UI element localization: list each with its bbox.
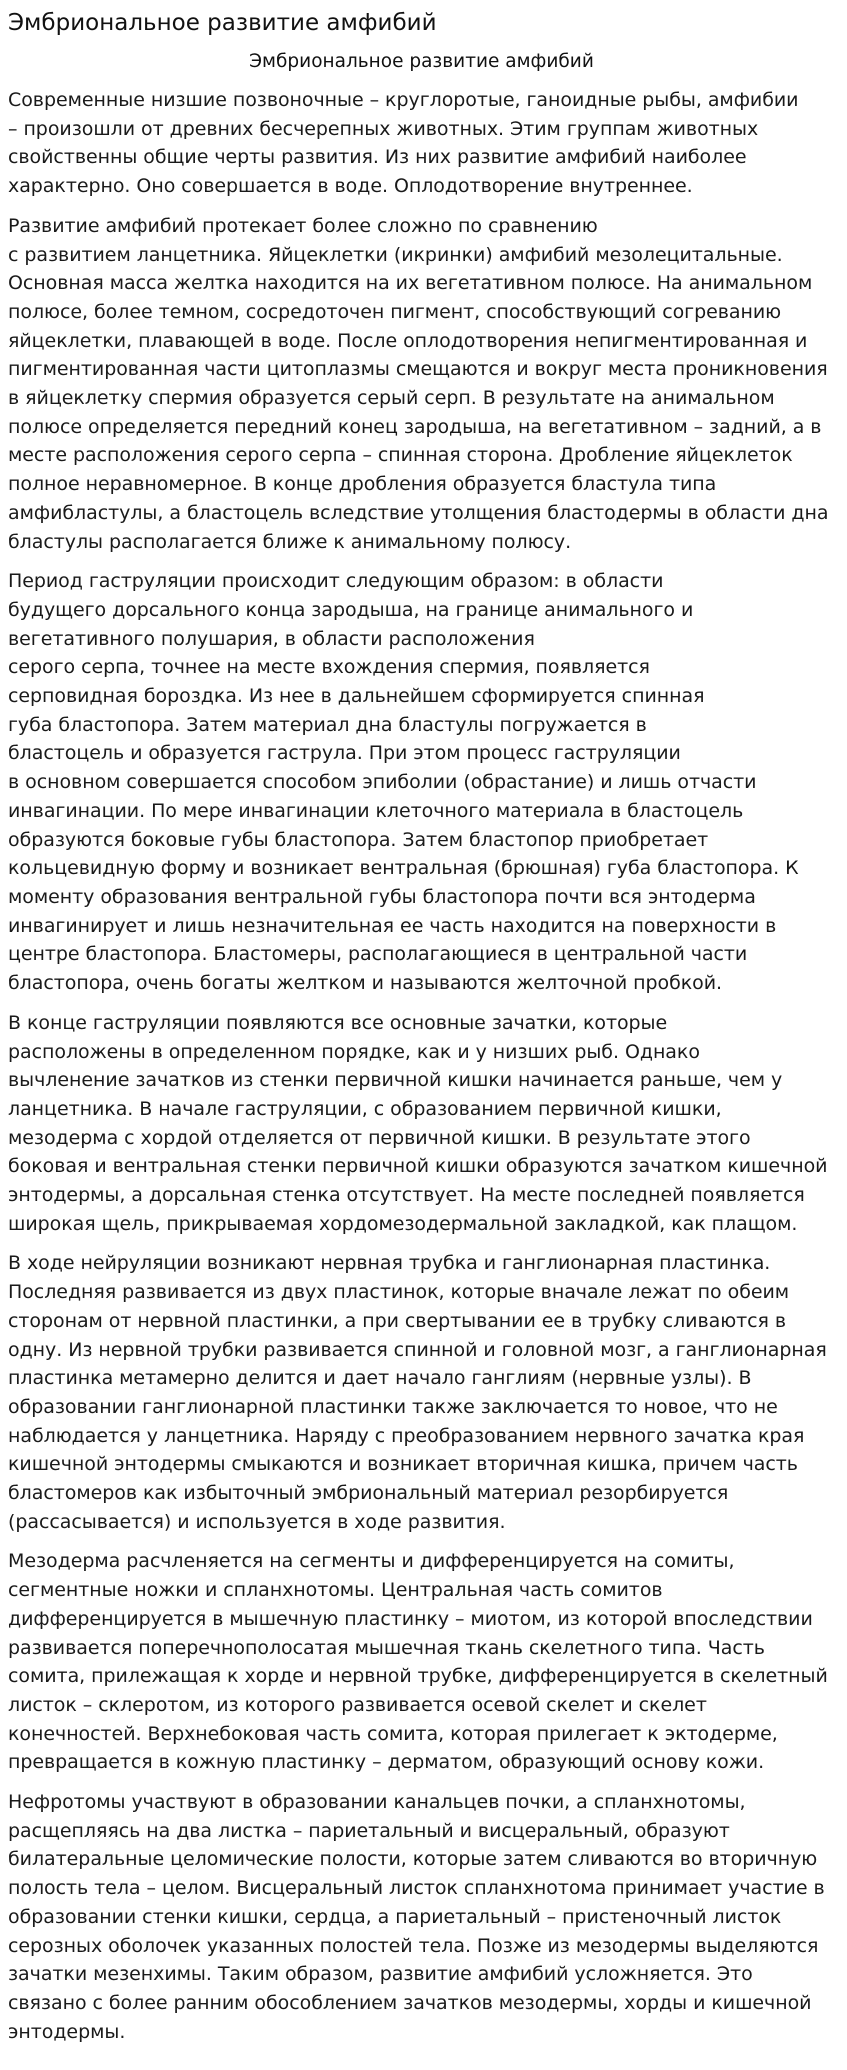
- paragraph-mesoderm: Мезодерма расчленяется на сегменты и дифференцируется на сомиты, сегментные ножки и спланхнотомы. Центральная часть сомитов дифференцируется в мышечную пластинку – миотом, из которой впоследствии развивается поперечнополосатая мышечная ткань скелетного типа. Часть сомита, прилежащая к хорде и нервной трубке, дифференцируется в скелетный листок – склеротом, из которого развивается осевой скелет и скелет конечностей. Верхнебоковая часть сомита, которая прилегает к эктодерме, превращается в кожную пластинку – дерматом, образующий основу кожи.: [8, 1550, 828, 1774]
- paragraph-gastrulation: Период гаструляции происходит следующим образом: в области будущего дорсального конца зародыша, на границе анимального и вегетативного полушария, в области расположения серого серпа, точнее на месте вхождения спермия, появляется серповидная бороздка. Из нее в дальнейшем сформируется спинная губа бластопора. Затем материал дна бластулы погружается в бластоцель и образуется гаструла. При этом процесс гаструляции в основном совершается способом эпиболии (обрастание) и лишь отчасти инвагинации. По мере инвагинации клеточного материала в бластоцель образуются боковые губы бластопора. Затем бластопор приобретает кольцевидную форму и возникает вентральная (брюшная) губа бластопора. К моменту образования вентральной губы бластопора почти вся энтодерма инвагинирует и лишь незначительная ее часть находится на поверхности в центре бластопора. Бластомеры, располагающиеся в центральной части бластопора, очень богаты желтком и называются желточной пробкой.: [8, 570, 799, 995]
- paragraph-intro: Современные низшие позвоночные – круглоротые, ганоидные рыбы, амфибии – произошли от древних бесчерепных животных. Этим группам животных свойственны общие черты развития. Из них развитие амфибий наиболее характерно. Оно совершается в воде. Оплодотворение внутреннее.: [8, 89, 799, 198]
- paragraph-germ-layers: В конце гаструляции появляются все основные зачатки, которые расположены в определенном порядке, как и у низших рыб. Однако вычленение зачатков из стенки первичной кишки начинается раньше, чем у ланцетника. В начале гаструляции, с образованием первичной кишки, мезодерма с хордой отделяется от первичной кишки. В результате этого боковая и вентральная стенки первичной кишки образуются зачатком кишечной энтодермы, а дорсальная стенка отсутствует. На месте последней появляется широкая щель, прикрываемая хордомезодермальной закладкой, как плащом.: [8, 1011, 828, 1235]
- paragraph-neurulation: В ходе нейруляции возникают нервная трубка и ганглионарная пластинка. Последняя развивается из двух пластинок, которые вначале лежат по обеим сторонам от нервной пластинки, а при свертывании ее в трубку сливаются в одну. Из нервной трубки развивается спинной и головной мозг, а ганглионарная пластинка метамерно делится и дает начало ганглиям (нервные узлы). В образовании ганглионарной пластинки также заключается то новое, что не наблюдается у ланцетника. Наряду с преобразованием нервного зачатка края кишечной энтодермы смыкаются и возникает вторичная кишка, причем часть бластомеров как избыточный эмбриональный материал резорбируется (рассасывается) и используется в ходе развития.: [8, 1252, 827, 1533]
- paragraph-cleavage: Развитие амфибий протекает более сложно по сравнению с развитием ланцетника. Яйцеклетки (икринки) амфибий мезолецитальные. Основная масса желтка находится на их вегетативном полюсе. На анимальном полюсе, более темном, сосредоточен пигмент, способствующий согреванию яйцеклетки, плавающей в воде. После оплодотворения непигментированная и пигментированная части цитоплазмы смещаются и вокруг места проникновения в яйцеклетку спермия образуется серый серп. В результате на анимальном полюсе определяется передний конец зародыша, на вегетативном – задний, а в месте расположения серого серпа – спинная сторона. Дробление яйцеклеток полное неравномерное. В конце дробления образуется бластула типа амфибластулы, а бластоцель вследствие утолщения бластодермы в области дна бластулы располагается ближе к анимальному полюсу.: [8, 214, 829, 553]
- document-body: [8, 86, 835, 2046]
- paragraph-nephrotomes: Нефротомы участвуют в образовании канальцев почки, а спланхнотомы, расщепляясь на два листка – париетальный и висцеральный, образуют билатеральные целомические полости, которые затем сливаются во вторичную полость тела – целом. Висцеральный листок спланхнотома принимает участие в образовании стенки кишки, сердца, а париетальный – пристеночный листок серозных оболочек указанных полостей тела. Позже из мезодермы выделяются зачатки мезенхимы. Таким образом, развитие амфибий усложняется. Это связано с более ранним обособлением зачатков мезодермы, хорды и кишечной энтодермы.: [8, 1791, 825, 2043]
- page-title: Эмбриональное развитие амфибий: [8, 10, 437, 36]
- document-subtitle: Эмбриональное развитие амфибий: [249, 51, 594, 72]
